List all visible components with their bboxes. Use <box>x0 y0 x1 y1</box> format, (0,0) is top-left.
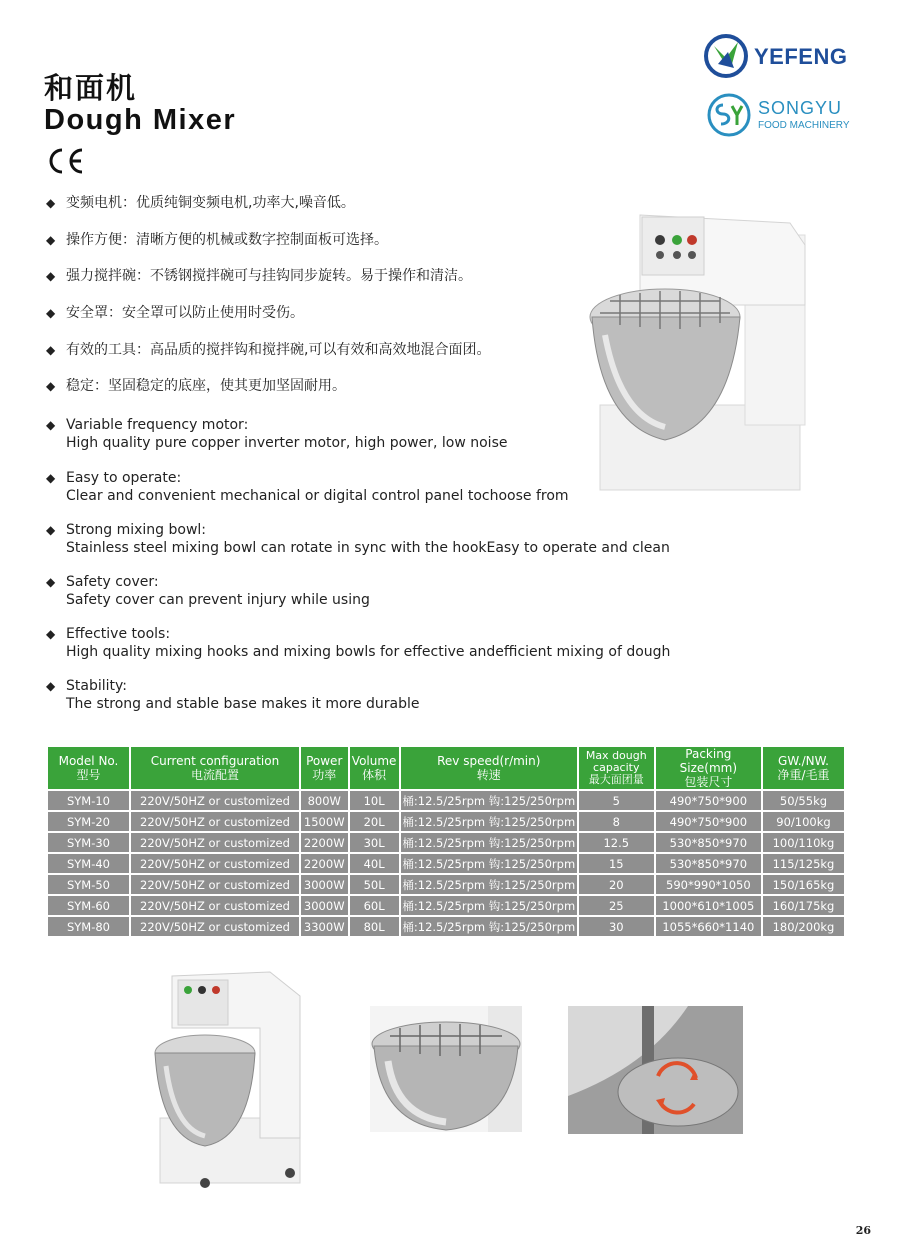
table-cell: 30 <box>579 917 654 936</box>
table-header-cell: Max dough capacity 最大面团量 <box>579 747 654 789</box>
page-number: 26 <box>855 1224 871 1237</box>
table-cell: 桶:12.5/25rpm 钩:125/250rpm <box>401 875 577 894</box>
mixing-bowl-closeup-photo <box>370 1006 522 1132</box>
page-title-en: Dough Mixer <box>44 104 237 136</box>
feature-en-desc: Safety cover can prevent injury while using <box>66 592 370 608</box>
table-row <box>48 854 844 873</box>
bullet-icon: ◆ <box>46 523 56 537</box>
feature-en-desc: The strong and stable base makes it more durable <box>66 696 420 712</box>
table-cell: 2200W <box>301 833 348 852</box>
table-cell: 90/100kg <box>763 812 844 831</box>
table-cell: 2200W <box>301 854 348 873</box>
feature-cn-text: 操作方便：清晰方便的机械或数字控制面板可选择。 <box>66 232 388 248</box>
feature-cn-item <box>46 229 388 249</box>
table-cell: 530*850*970 <box>656 833 761 852</box>
feature-cn-item <box>46 375 346 395</box>
table-cell: 桶:12.5/25rpm 钩:125/250rpm <box>401 854 577 873</box>
table-header-cell: Packing Size(mm) 包装尺寸 <box>656 747 761 789</box>
feature-cn-text: 变频电机：优质纯铜变频电机,功率大,噪音低。 <box>66 195 355 211</box>
table-header-row <box>48 747 844 789</box>
feature-cn-text: 强力搅拌碗：不锈钢搅拌碗可与挂钩同步旋转。易于操作和清洁。 <box>66 268 472 284</box>
feature-en-title: Safety cover: <box>66 574 159 590</box>
table-cell: 15 <box>579 854 654 873</box>
yefeng-logo-icon <box>704 34 748 78</box>
table-cell: 100/110kg <box>763 833 844 852</box>
feature-en-title: Stability: <box>66 678 127 694</box>
bullet-icon: ◆ <box>46 343 56 357</box>
bullet-icon: ◆ <box>46 575 56 589</box>
table-cell: 220V/50HZ or customized <box>131 833 299 852</box>
table-cell: 180/200kg <box>763 917 844 936</box>
table-cell: 桶:12.5/25rpm 钩:125/250rpm <box>401 896 577 915</box>
bullet-icon: ◆ <box>46 627 56 641</box>
table-header-cell: Rev speed(r/min) 转速 <box>401 747 577 789</box>
feature-cn-text: 有效的工具：高品质的搅拌钩和搅拌碗,可以有效和高效地混合面团。 <box>66 342 491 358</box>
ce-mark <box>44 146 88 183</box>
table-cell: SYM-40 <box>48 854 129 873</box>
songyu-logo-icon <box>706 92 752 138</box>
yefeng-logo <box>704 34 854 80</box>
table-cell: 40L <box>350 854 399 873</box>
feature-cn-text: 安全罩：安全罩可以防止使用时受伤。 <box>66 305 304 321</box>
table-cell: 160/175kg <box>763 896 844 915</box>
ce-mark-icon <box>44 146 88 176</box>
table-row <box>48 791 844 810</box>
table-cell: 115/125kg <box>763 854 844 873</box>
feature-cn-item <box>46 302 304 322</box>
feature-en-title: Effective tools: <box>66 626 171 642</box>
table-cell: 20L <box>350 812 399 831</box>
songyu-logo <box>706 92 856 138</box>
bullet-icon: ◆ <box>46 379 56 393</box>
table-cell: SYM-60 <box>48 896 129 915</box>
feature-en-item <box>46 573 370 609</box>
bullet-icon: ◆ <box>46 306 56 320</box>
feature-en-item <box>46 677 420 713</box>
bowl-rotation-closeup-photo <box>568 1006 743 1134</box>
table-cell: SYM-30 <box>48 833 129 852</box>
feature-en-item <box>46 521 670 557</box>
table-cell: 8 <box>579 812 654 831</box>
table-cell: 桶:12.5/25rpm 钩:125/250rpm <box>401 812 577 831</box>
table-row <box>48 875 844 894</box>
table-row <box>48 833 844 852</box>
table-cell: SYM-10 <box>48 791 129 810</box>
page-title-cn: 和面机 <box>44 71 138 105</box>
feature-en-title: Easy to operate: <box>66 470 182 486</box>
dough-mixer-side-photo <box>150 968 310 1190</box>
table-cell: 3000W <box>301 896 348 915</box>
table-cell: 220V/50HZ or customized <box>131 875 299 894</box>
feature-en-desc: Clear and convenient mechanical or digital control panel tochoose from <box>66 488 569 504</box>
table-cell: 12.5 <box>579 833 654 852</box>
bullet-icon: ◆ <box>46 471 56 485</box>
feature-en-item <box>46 416 507 452</box>
bullet-icon: ◆ <box>46 418 56 432</box>
feature-en-title: Strong mixing bowl: <box>66 522 207 538</box>
table-cell: 50L <box>350 875 399 894</box>
feature-en-desc: High quality mixing hooks and mixing bowls for effective andefficient mixing of dough <box>66 644 671 660</box>
table-row <box>48 812 844 831</box>
feature-en-title: Variable frequency motor: <box>66 417 249 433</box>
feature-cn-item <box>46 192 355 212</box>
table-cell: 桶:12.5/25rpm 钩:125/250rpm <box>401 833 577 852</box>
table-header-cell: Power 功率 <box>301 747 348 789</box>
table-cell: SYM-20 <box>48 812 129 831</box>
table-cell: SYM-80 <box>48 917 129 936</box>
table-cell: 5 <box>579 791 654 810</box>
songyu-logo-sub: FOOD MACHINERY <box>758 120 850 131</box>
table-cell: 220V/50HZ or customized <box>131 791 299 810</box>
spec-table <box>46 745 846 938</box>
table-cell: 220V/50HZ or customized <box>131 917 299 936</box>
table-header-cell: Model No. 型号 <box>48 747 129 789</box>
table-cell: 220V/50HZ or customized <box>131 854 299 873</box>
feature-cn-item <box>46 339 490 359</box>
bullet-icon: ◆ <box>46 679 56 693</box>
table-cell: 220V/50HZ or customized <box>131 896 299 915</box>
table-cell: 桶:12.5/25rpm 钩:125/250rpm <box>401 791 577 810</box>
table-row <box>48 896 844 915</box>
table-cell: 490*750*900 <box>656 791 761 810</box>
feature-cn-item <box>46 265 472 285</box>
table-cell: 1500W <box>301 812 348 831</box>
table-row <box>48 917 844 936</box>
table-cell: 150/165kg <box>763 875 844 894</box>
table-header-cell: GW./NW. 净重/毛重 <box>763 747 844 789</box>
table-cell: 50/55kg <box>763 791 844 810</box>
feature-en-desc: Stainless steel mixing bowl can rotate in sync with the hookEasy to operate and clean <box>66 540 670 556</box>
table-cell: 20 <box>579 875 654 894</box>
table-cell: 220V/50HZ or customized <box>131 812 299 831</box>
table-cell: SYM-50 <box>48 875 129 894</box>
table-cell: 590*990*1050 <box>656 875 761 894</box>
songyu-logo-name: SONGYU <box>758 98 843 118</box>
bullet-icon: ◆ <box>46 269 56 283</box>
table-cell: 30L <box>350 833 399 852</box>
bullet-icon: ◆ <box>46 196 56 210</box>
feature-en-item <box>46 625 670 661</box>
bullet-icon: ◆ <box>46 233 56 247</box>
table-cell: 490*750*900 <box>656 812 761 831</box>
table-cell: 1000*610*1005 <box>656 896 761 915</box>
feature-cn-text: 稳定：坚固稳定的底座，使其更加坚固耐用。 <box>66 378 346 394</box>
table-cell: 800W <box>301 791 348 810</box>
table-cell: 80L <box>350 917 399 936</box>
table-cell: 桶:12.5/25rpm 钩:125/250rpm <box>401 917 577 936</box>
table-cell: 3000W <box>301 875 348 894</box>
feature-en-desc: High quality pure copper inverter motor, high power, low noise <box>66 435 508 451</box>
yefeng-logo-text: YEFENG <box>754 44 848 69</box>
table-cell: 1055*660*1140 <box>656 917 761 936</box>
table-cell: 60L <box>350 896 399 915</box>
table-cell: 3300W <box>301 917 348 936</box>
feature-en-item <box>46 469 569 505</box>
dough-mixer-main-photo <box>580 205 810 495</box>
table-header-cell: Current configuration 电流配置 <box>131 747 299 789</box>
table-cell: 530*850*970 <box>656 854 761 873</box>
table-cell: 25 <box>579 896 654 915</box>
table-cell: 10L <box>350 791 399 810</box>
table-header-cell: Volume 体积 <box>350 747 399 789</box>
